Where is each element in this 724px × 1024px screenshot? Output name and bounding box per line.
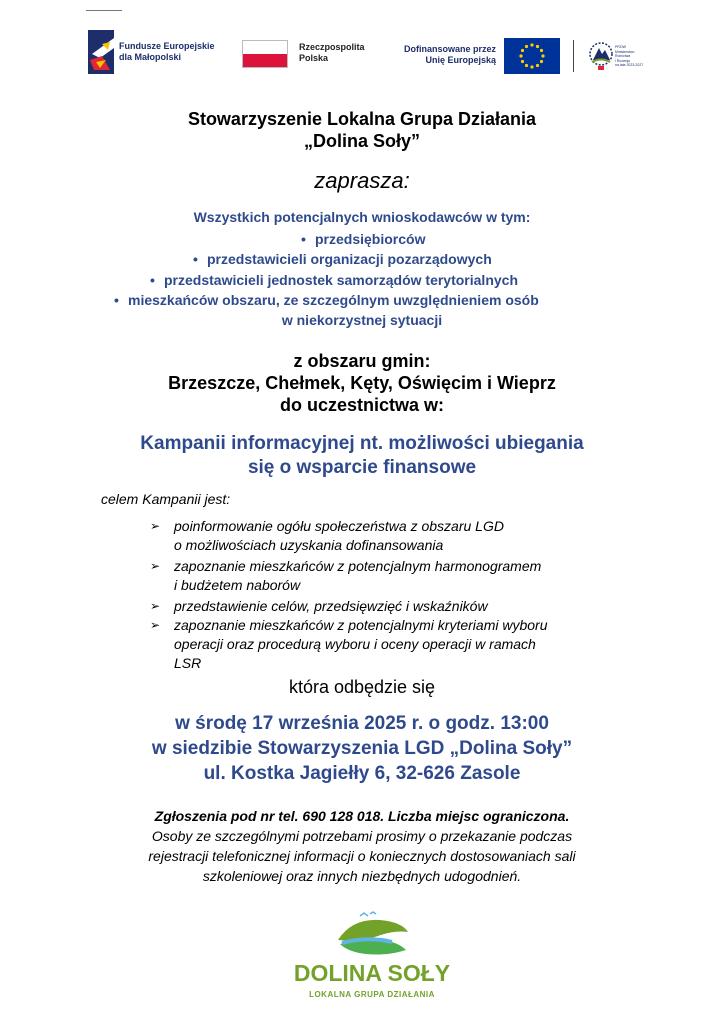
goal-line: poinformowanie ogółu społeczeństwa z obszaru LGD <box>174 518 504 534</box>
goal-line: operacji oraz procedurą wyboru i oceny operacji w ramach <box>174 636 536 652</box>
event-details <box>0 711 724 786</box>
goal-line: zapoznanie mieszkańców z potencjalnym harmonogramem <box>174 558 542 574</box>
logo-fe-line2: dla Małopolski <box>119 52 182 62</box>
bullet-icon: • <box>193 251 198 267</box>
audience-item-text: przedstawicieli organizacji pozarządowych <box>207 251 492 267</box>
eu-flag-icon <box>504 38 560 74</box>
organizer-line2: „Dolina Soły” <box>303 131 420 151</box>
logo-fe-line1: Fundusze Europejskie <box>119 41 215 51</box>
goal-item <box>150 557 644 595</box>
bullet-icon: • <box>150 272 155 288</box>
area-block <box>0 350 724 416</box>
logo-fundusze-europejskie <box>88 30 228 74</box>
logo-name: DOLINA SOŁY <box>293 960 451 986</box>
prow-line: i Rozwoju <box>615 58 631 63</box>
prow-line: PROW <box>615 45 626 49</box>
dolina-soly-logo <box>282 910 462 1006</box>
audience-item-text: przedsiębiorców <box>315 231 426 247</box>
takes-place-text: która odbędzie się <box>288 677 436 697</box>
logo-rzeczpospolita <box>242 40 365 70</box>
audience-intro: Wszystkich potencjalnych wnioskodawców w tym: <box>193 209 531 225</box>
invites-heading: zaprasza: <box>314 168 410 193</box>
arrow-bullet-icon: ➢ <box>150 599 161 613</box>
audience-item-continuation: w niekorzystnej sytuacji <box>281 312 443 328</box>
fe-star-icon <box>88 30 114 74</box>
organizer-line1: Stowarzyszenie Lokalna Grupa Działania <box>187 109 537 129</box>
logo-ue-line2: Unię Europejską <box>425 55 496 65</box>
dolina-soly-emblem-icon <box>332 910 412 958</box>
event-address: ul. Kostka Jagiełły 6, 32-626 Zasole <box>203 763 521 784</box>
audience-item-text: przedstawicieli jednostek samorządów terytorialnych <box>164 272 518 288</box>
logo-prow <box>588 36 644 76</box>
audience-item <box>150 270 518 290</box>
goal-line: o możliwościach uzyskania dofinansowania <box>174 537 444 553</box>
campaign-line1: Kampanii informacyjnej nt. możliwości ubiegania <box>140 433 584 454</box>
arrow-bullet-icon: ➢ <box>150 519 161 533</box>
prow-line: na lata 2023-2027 <box>615 63 644 67</box>
arrow-bullet-icon: ➢ <box>150 618 161 632</box>
logo-unia-europejska <box>390 38 560 74</box>
logo-rp-line2: Polska <box>299 53 329 63</box>
campaign-title <box>0 432 724 480</box>
goal-item <box>150 517 644 555</box>
prow-emblem-icon <box>588 40 614 72</box>
area-line1: z obszaru gmin: <box>293 351 431 371</box>
goal-item <box>150 597 644 616</box>
event-venue: w siedzibie Stowarzyszenia LGD „Dolina Soły” <box>151 738 573 759</box>
arrow-bullet-icon: ➢ <box>150 559 161 573</box>
organizer-title <box>0 108 724 152</box>
bullet-icon: • <box>301 231 306 247</box>
registration-info <box>0 806 724 886</box>
audience-item <box>301 229 425 249</box>
bullet-icon: • <box>114 292 119 308</box>
campaign-line2: się o wsparcie finansowe <box>247 457 477 478</box>
prow-line: Rolnictwa <box>615 54 631 58</box>
event-date: w środę 17 września 2025 r. o godz. 13:00 <box>175 713 549 734</box>
registration-note-line: Osoby ze szczególnymi potrzebami prosimy o przekazanie podczas <box>151 828 573 844</box>
goal-line: LSR <box>174 655 202 671</box>
area-line3: do uczestnictwa w: <box>279 395 445 415</box>
audience-item-text: mieszkańców obszaru, ze szczególnym uwzględnieniem osób <box>128 292 539 308</box>
goal-line: i budżetem naborów <box>174 577 301 593</box>
audience-item <box>114 290 539 310</box>
prow-line: Ministerstwo <box>615 49 635 54</box>
polish-flag-icon <box>242 40 288 68</box>
logo-separator <box>573 40 574 72</box>
logo-subtitle: LOKALNA GRUPA DZIAŁANIA <box>309 990 435 999</box>
logo-rp-line1: Rzeczpospolita <box>299 42 365 52</box>
header-rule <box>86 10 122 11</box>
goal-line: przedstawienie celów, przedsięwzięć i wskaźników <box>174 598 488 614</box>
area-line2: Brzeszcze, Chełmek, Kęty, Oświęcim i Wieprz <box>168 373 556 393</box>
audience-item <box>193 249 492 269</box>
registration-note-line: rejestracji telefonicznej informacji o koniecznych dostosowaniach sali <box>148 848 576 864</box>
registration-phone: Zgłoszenia pod nr tel. 690 128 018. Liczba miejsc ograniczona. <box>154 808 570 824</box>
logo-ue-line1: Dofinansowane przez <box>403 44 496 54</box>
goal-line: zapoznanie mieszkańców z potencjalnymi kryteriami wyboru <box>174 617 548 633</box>
registration-note-line: szkoleniowej oraz innych niezbędnych udogodnień. <box>202 868 522 884</box>
goals-intro: celem Kampanii jest: <box>101 491 231 507</box>
goal-item <box>150 616 644 673</box>
